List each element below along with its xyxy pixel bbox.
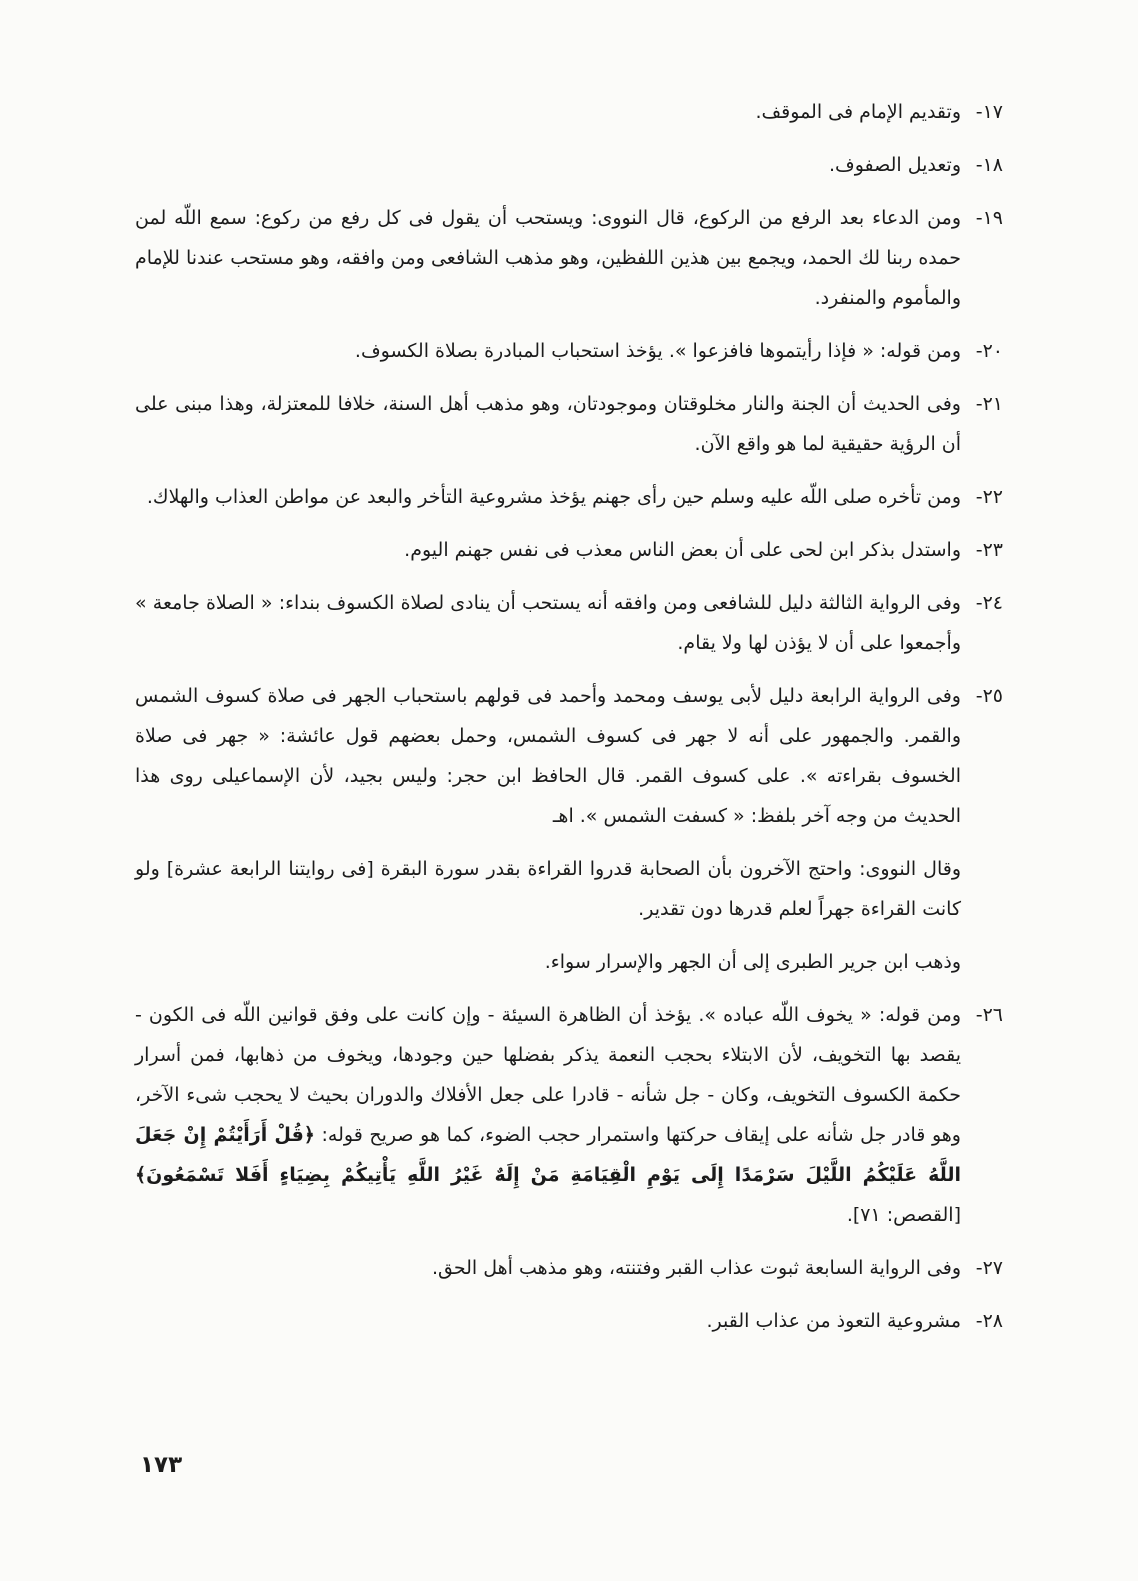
list-item-20	[135, 331, 1003, 371]
verse-citation: [القصص: ٧١].	[846, 1204, 961, 1226]
list-item-19	[135, 198, 1003, 318]
item-text: ومن قوله: « يخوف اللّه عباده ». يؤخذ أن الظاهرة السيئة - وإن كانت على وفق قوانين اللّه فى الكون - يقصد بها التخويف، لأن الابتلاء بحجب النعمة يذكر بفضلها حين وجودها، ويخوف من ذهابها، فمن أسرار حكمة الكسوف التخويف، وكان - جل شأنه - قادرا على جعل الأفلاك والدوران بحيث لا يحجب شىء الآخر، وهو قادر جل شأنه على إيقاف حركتها واستمرار حجب الضوء، كما هو صريح قوله:	[135, 1004, 961, 1146]
item-number: ٢٧-	[975, 1257, 1003, 1279]
item-number: ٢٣-	[975, 539, 1003, 561]
item-number: ١٨-	[975, 154, 1003, 176]
page-number: ١٧٣	[140, 1452, 183, 1478]
list-item-22	[135, 477, 1003, 517]
note-text: وقال النووى: واحتج الآخرون بأن الصحابة قدروا القراءة بقدر سورة البقرة [فى روايتنا الرابعة عشرة] ولو كانت القراءة جهراً لعلم قدرها دون تقدير.	[135, 858, 961, 920]
note-nawawi	[135, 849, 1003, 929]
list-item-17	[135, 92, 1003, 132]
item-number: ١٩-	[975, 207, 1003, 229]
item-number: ٢٥-	[975, 685, 1003, 707]
note-tabari	[135, 942, 1003, 982]
item-number: ٢٠-	[975, 340, 1003, 362]
item-text: واستدل بذكر ابن لحى على أن بعض الناس معذب فى نفس جهنم اليوم.	[404, 539, 961, 561]
item-number: ١٧-	[975, 101, 1003, 123]
item-text: ومن تأخره صلى اللّه عليه وسلم حين رأى جهنم يؤخذ مشروعية التأخر والبعد عن مواطن العذاب والهلاك.	[146, 486, 961, 508]
item-text: وتقديم الإمام فى الموقف.	[755, 101, 961, 123]
item-number: ٢١-	[975, 393, 1003, 415]
item-number: ٢٨-	[975, 1310, 1003, 1332]
item-number: ٢٦-	[975, 1004, 1003, 1026]
list-item-24	[135, 583, 1003, 663]
note-text: وذهب ابن جرير الطبرى إلى أن الجهر والإسرار سواء.	[544, 951, 961, 973]
item-text: ومن قوله: « فإذا رأيتموها فافزعوا ». يؤخذ استحباب المبادرة بصلاة الكسوف.	[354, 340, 961, 362]
item-number: ٢٤-	[975, 592, 1003, 614]
list-item-18	[135, 145, 1003, 185]
list-item-25	[135, 676, 1003, 836]
item-text: وفى الحديث أن الجنة والنار مخلوقتان وموجودتان، وهو مذهب أهل السنة، خلافا للمعتزلة، وهذا مبنى على أن الرؤية حقيقية لما هو واقع الآن.	[135, 393, 961, 455]
list-item-28	[135, 1301, 1003, 1341]
page-body	[135, 92, 1003, 1354]
item-text: وفى الرواية السابعة ثبوت عذاب القبر وفتنته، وهو مذهب أهل الحق.	[431, 1257, 961, 1279]
list-item-21	[135, 384, 1003, 464]
list-item-23	[135, 530, 1003, 570]
item-text: وفى الرواية الثالثة دليل للشافعى ومن وافقه أنه يستحب أن ينادى لصلاة الكسوف بنداء: « الصلاة جامعة » وأجمعوا على أن لا يؤذن لها ولا يقام.	[135, 592, 961, 654]
item-number: ٢٢-	[975, 486, 1003, 508]
list-item-27	[135, 1248, 1003, 1288]
item-text: وفى الرواية الرابعة دليل لأبى يوسف ومحمد وأحمد فى قولهم باستحباب الجهر فى صلاة كسوف الشمس والقمر. والجمهور على أنه لا جهر فى كسوف الشمس، وحمل بعضهم قول عائشة: « جهر فى صلاة الخسوف بقراءته ». على كسوف القمر. قال الحافظ ابن حجر: وليس بجيد، لأن الإسماعيلى روى هذا الحديث من وجه آخر بلفظ: « كسفت الشمس ». اهـ	[135, 685, 961, 827]
list-item-26	[135, 995, 1003, 1235]
item-text: وتعديل الصفوف.	[828, 154, 961, 176]
quran-verse: ﴿قُلْ أَرَأَيْتُمْ إِنْ جَعَلَ اللَّهُ عَلَيْكُمُ اللَّيْلَ سَرْمَدًا إِلَى يَوْمِ الْقِيَامَةِ مَنْ إِلَهٌ غَيْرُ اللَّهِ يَأْتِيكُمْ بِضِيَاءٍ أَفَلا تَسْمَعُونَ﴾	[135, 1124, 961, 1186]
item-text: ومن الدعاء بعد الرفع من الركوع، قال النووى: ويستحب أن يقول فى كل رفع من ركوع: سمع اللّه لمن حمده ربنا لك الحمد، ويجمع بين هذين اللفظين، وهو مذهب الشافعى ومن وافقه، وهو مستحب عندنا للإمام والمأموم والمنفرد.	[135, 207, 961, 309]
item-text: مشروعية التعوذ من عذاب القبر.	[706, 1310, 961, 1332]
